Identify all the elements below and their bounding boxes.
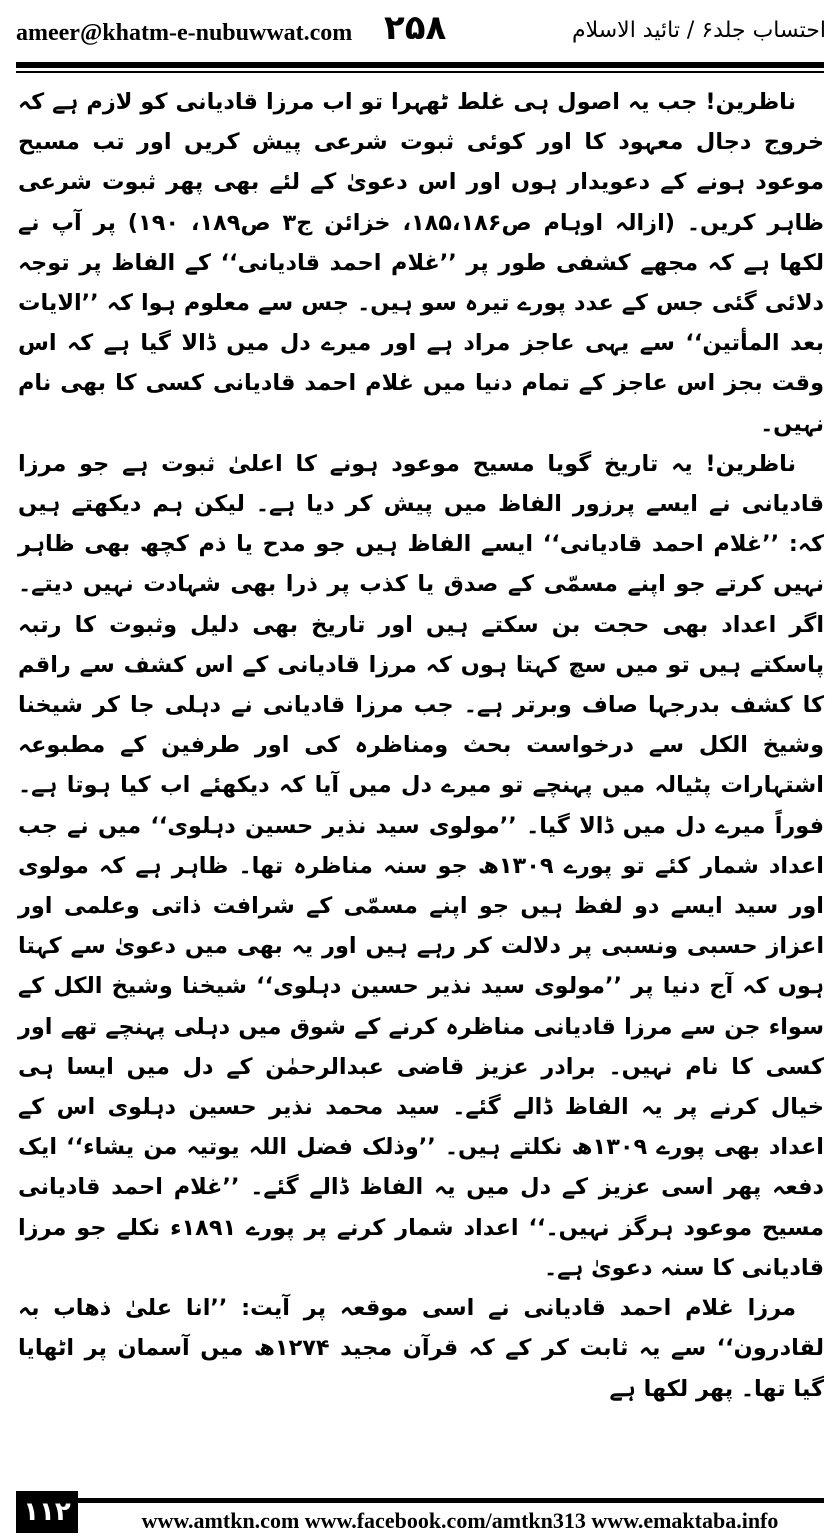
- paragraph: [18, 1288, 824, 1409]
- header-rule: [16, 62, 824, 68]
- paragraph: [18, 444, 824, 1288]
- header-email: ameer@khatm-e-nubuwwat.com: [16, 20, 353, 46]
- quoted-arabic-phrase: وذلک فضل اللہ یوتیہ من یشاء: [83, 1134, 419, 1161]
- header-book-title: احتساب جلد۶ / تائید الاسلام: [571, 18, 826, 43]
- paragraph-text: ‘‘ ایک دفعہ پھر اسی عزیز کے دل میں یہ الفاظ ڈالے گئے۔ ’’غلام احمد قادیانی مسیح موعود ہرگز نہیں۔‘‘ اعداد شمار کرنے پر پورے ۱۸۹۱ء نکلے جو مرزا قادیانی کا سنہ دعویٰ ہے۔: [18, 1134, 824, 1281]
- paragraph-text: مرزا غلام احمد قادیانی نے اسی موقعہ پر آیت: ’’: [210, 1295, 796, 1322]
- header-page-number: ۲۵۸: [384, 8, 447, 48]
- body-text: [18, 82, 824, 1462]
- paragraph-text: ناظرین! جب یہ اصول ہی غلط ٹھہرا تو اب مرزا قادیانی کو لازم ہے کہ خروج دجال معہود کا اور کوئی ثبوت شرعی پیش کریں اور تب مسیح موعود ہونے کے دعویدار ہوں اور اس دعویٰ کے لئے بھی پھر ثبوت شرعی ظاہر کریں۔ (ازالہ اوہام ص۱۸۵،۱۸۶، خزائن ج۳ ص۱۸۹، ۱۹۰) پر آپ نے لکھا ہے کہ مجھے کشفی طور پر ’’غلام احمد قادیانی‘‘ کے الفاظ پر توجہ دلائی گئی جس کے عدد پورے تیرہ سو ہیں۔ جس سے معلوم ہوا کہ ’’: [18, 89, 824, 317]
- header-rule-thin: [16, 71, 824, 73]
- footer-page-number: ۱۱۲: [16, 1491, 78, 1533]
- footer-urls: www.amtkn.com www.facebook.com/amtkn313 www.emaktaba.info: [141, 1508, 779, 1533]
- paragraph-text: ‘‘ سے یہی عاجز مراد ہے اور میرے دل میں ڈالا گیا ہے کہ اس وقت بجز اس عاجز کے تمام دنیا میں غلام احمد قادیانی کسی کا بھی نام نہیں۔: [18, 330, 824, 437]
- footer-rule: [16, 1498, 824, 1503]
- quoted-arabic-phrase: الایات بعد المأتین: [18, 290, 824, 357]
- paragraph: [18, 82, 824, 444]
- paragraph-text: ناظرین! یہ تاریخ گویا مسیح موعود ہونے کا اعلیٰ ثبوت ہے جو مرزا قادیانی نے ایسے پرزور الفاظ میں پیش کر دیا ہے۔ لیکن ہم دیکھتے ہیں کہ: ’’غلام احمد قادیانی‘‘ ایسے الفاظ ہیں جو مدح یا ذم کچھ بھی ظاہر نہیں کرتے جو اپنے مسمّی کے صدق یا کذب پر ذرا بھی شہادت نہیں دیتے۔ اگر اعداد بھی حجت بن سکتے ہیں اور تاریخ بھی دلیل وثبوت کا رتبہ پاسکتے ہیں تو میں سچ کہتا ہوں کہ مرزا قادیانی کے اس کشف سے راقم کا کشف بدرجہا صاف وبرتر ہے۔ جب مرزا قادیانی نے دہلی جا کر شیخنا وشیخ الکل سے درخواست بحث ومناظرہ کی اور طرفین کے مطبوعہ اشتہارات پٹیالہ میں پہنچے تو میرے دل میں آیا کہ دیکھئے اب کیا ہوتا ہے۔ فوراً میرے دل میں ڈالا گیا۔ ’’مولوی سید نذیر حسین دہلوی‘‘ میں نے جب اعداد شمار کئے تو پورے ۱۳۰۹ھ جو سنہ مناظرہ تھا۔ ظاہر ہے کہ مولوی اور سید ایسے دو لفظ ہیں جو اپنے مسمّی کے شرافت ذاتی وعلمی اور اعزاز حسبی ونسبی پر دلالت کر رہے ہیں اور یہ بھی میں دعویٰ سے کہتا ہوں کہ آج دنیا پر ’’مولوی سید نذیر حسین دہلوی‘‘ شیخنا وشیخ الکل کے سواء جن سے مرزا قادیانی مناظرہ کرنے کے شوق میں دہلی پہنچے تھے اور کسی کا نام نہیں۔ برادر عزیز قاضی عبدالرحمٰن کے دل میں ایسا ہی خیال کرنے پر یہ الفاظ ڈالے گئے۔ سید محمد نذیر حسین دہلوی اس کے اعداد بھی پورے ۱۳۰۹ھ نکلتے ہیں۔ ’’: [18, 450, 824, 1161]
- paragraph-text: ‘‘ سے یہ ثابت کر کے کہ قرآن مجید ۱۲۷۴ھ میں آسمان پر اٹھایا گیا تھا۔ پھر لکھا ہے: [18, 1335, 824, 1402]
- quoted-arabic-phrase: انا علیٰ ذھاب بہ لقادرون: [18, 1295, 824, 1362]
